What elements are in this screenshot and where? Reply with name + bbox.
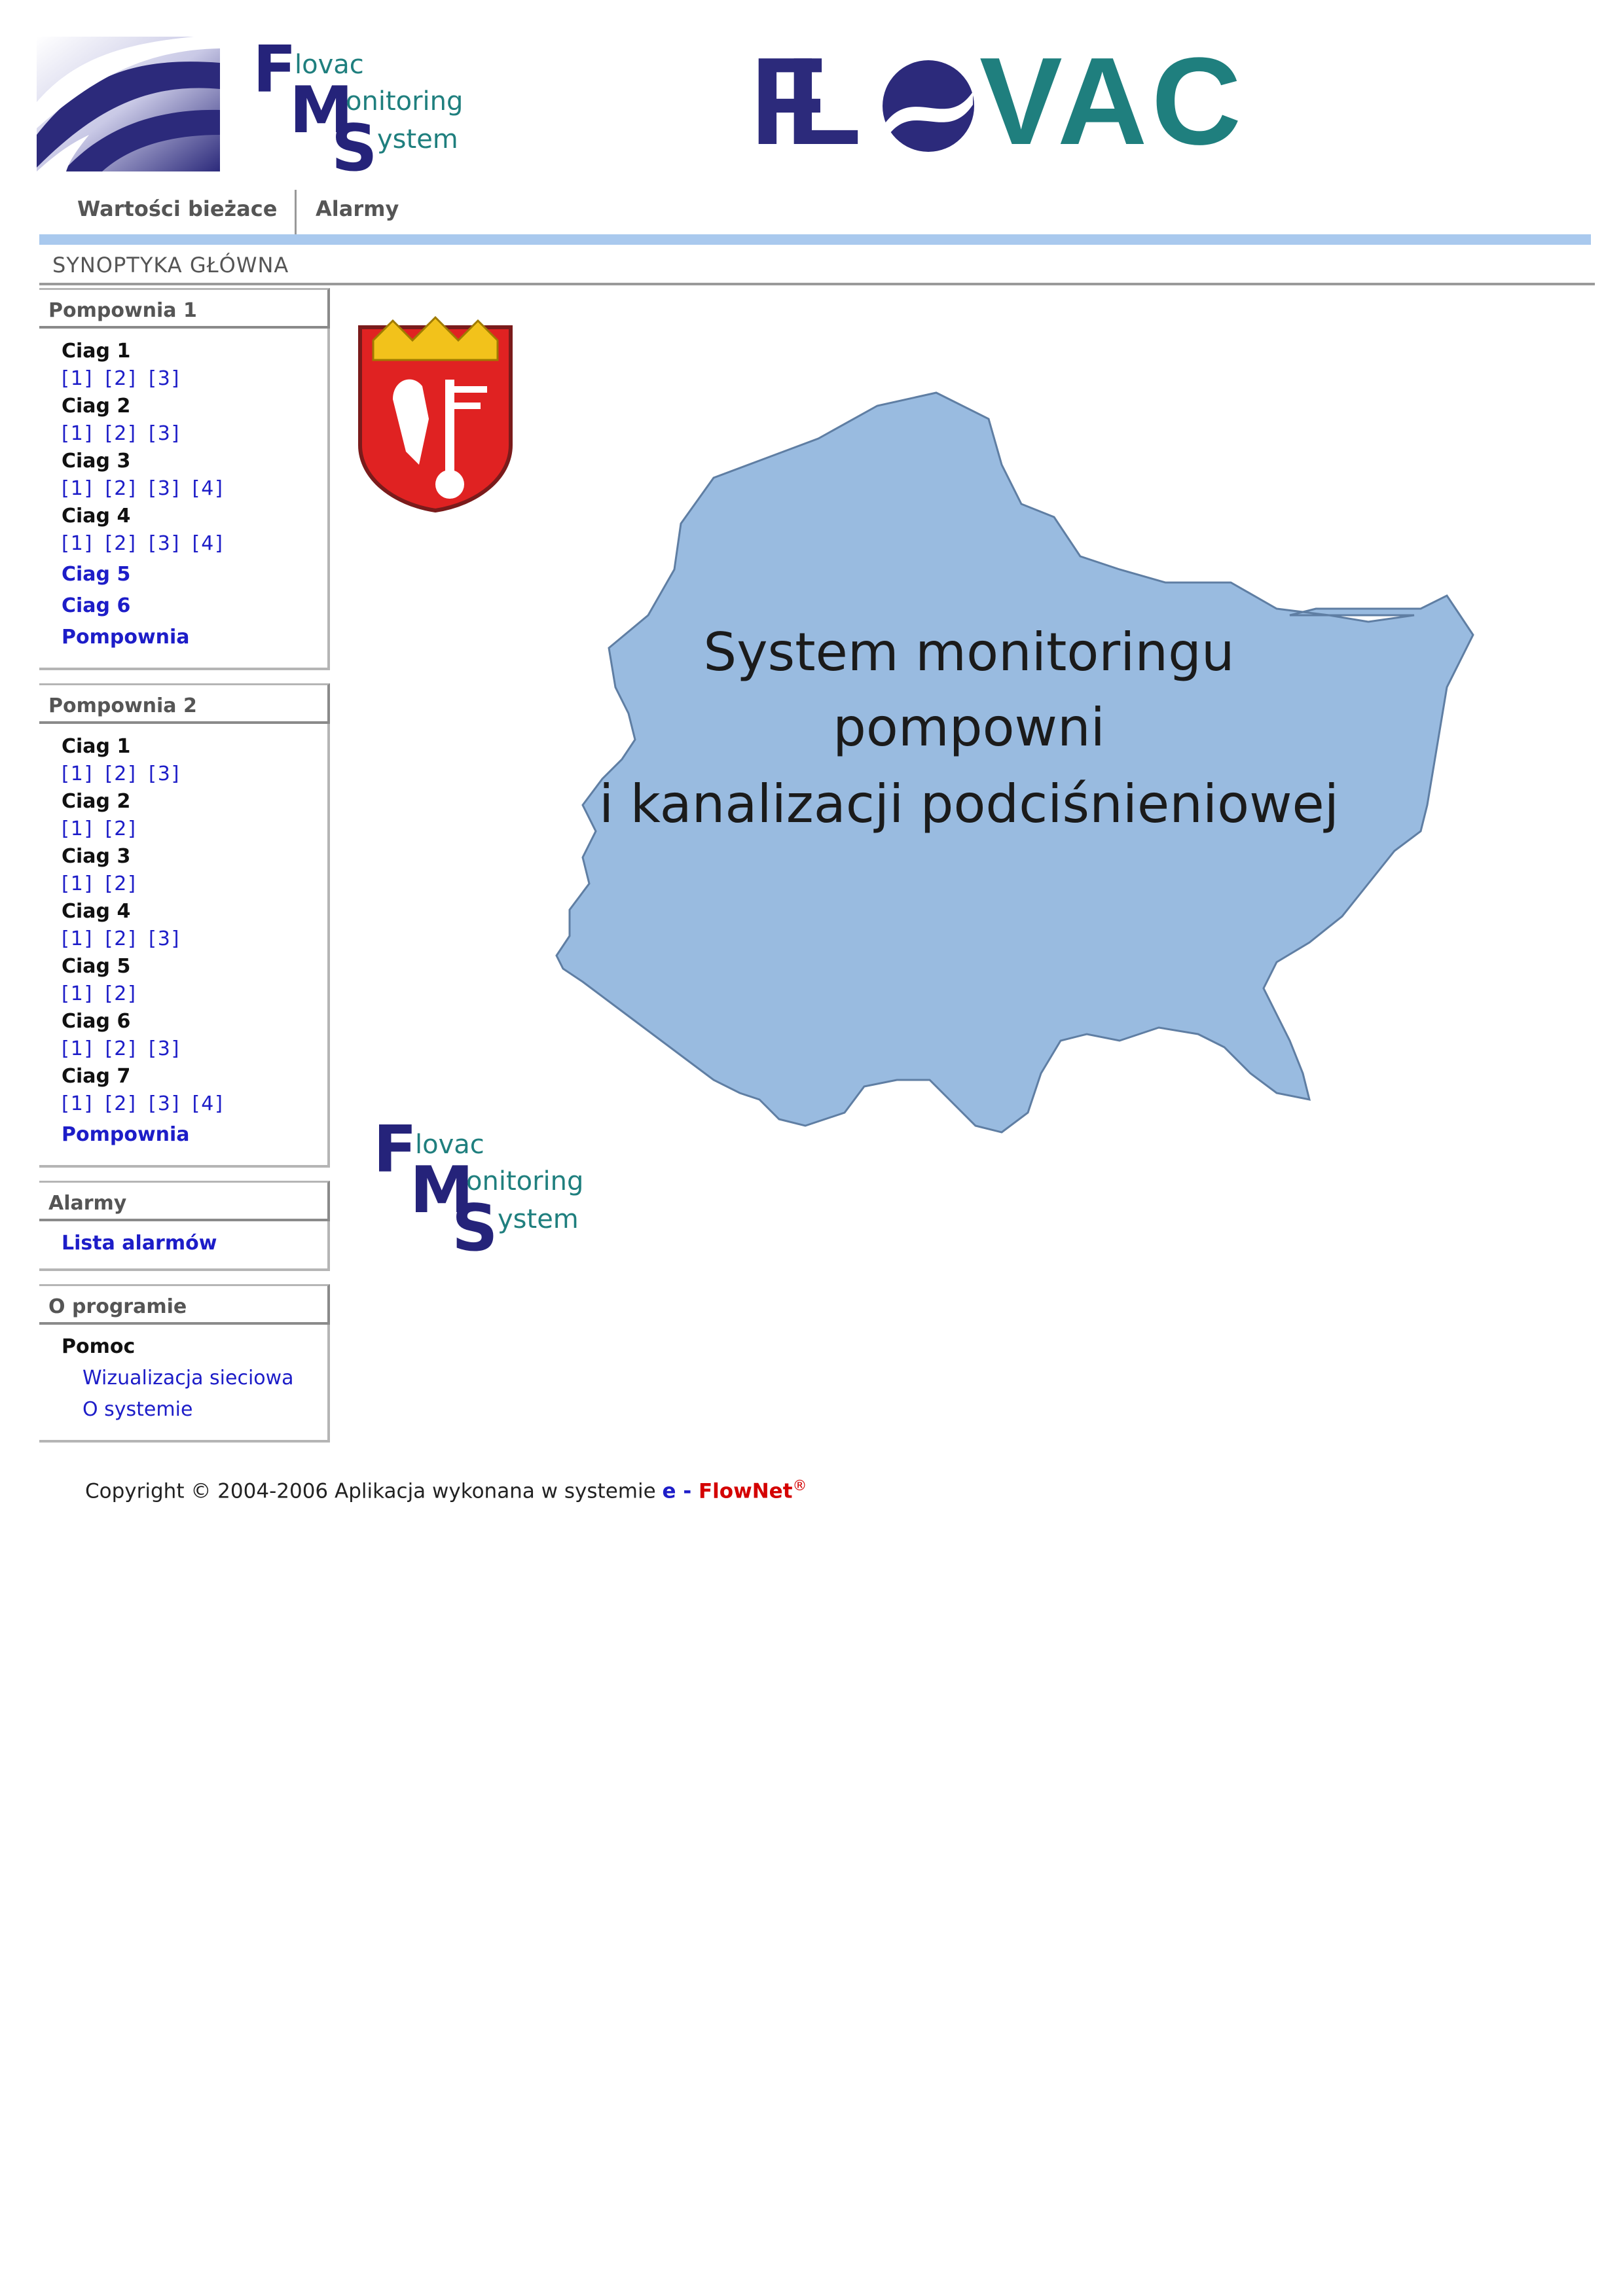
panel-alarmy bbox=[39, 1181, 330, 1271]
ciag-link[interactable]: [1] bbox=[62, 477, 94, 500]
ciag-links bbox=[62, 814, 327, 844]
ciag-label: Ciag 1 bbox=[62, 340, 131, 363]
fms-word-ystem: ystem bbox=[498, 1204, 579, 1234]
ciag-label: Ciag 3 bbox=[62, 450, 131, 473]
ciag-link[interactable]: [3] bbox=[149, 1037, 181, 1060]
panel-pompownia-2 bbox=[39, 683, 330, 1168]
panel-pompownia-1 bbox=[39, 288, 330, 670]
fms-letter-s: S bbox=[331, 111, 378, 186]
link-pompownia-2[interactable]: Pompownia bbox=[62, 1123, 190, 1146]
ciag-links bbox=[62, 1034, 327, 1064]
ciag-link[interactable]: [1] bbox=[62, 982, 94, 1005]
ciag-link[interactable]: [2] bbox=[105, 422, 137, 445]
ciag-links bbox=[62, 419, 327, 449]
ciag-link[interactable]: [3] bbox=[149, 532, 181, 555]
ciag-links bbox=[62, 529, 327, 559]
ciag-label: Ciag 2 bbox=[62, 790, 131, 813]
ciag-link[interactable]: [2] bbox=[105, 1037, 137, 1060]
ciag-link[interactable]: [3] bbox=[149, 927, 181, 950]
ciag-links bbox=[62, 364, 327, 394]
link-pompownia-1[interactable]: Pompownia bbox=[62, 626, 190, 649]
footer-dash: - bbox=[676, 1479, 699, 1503]
coat-of-arms-icon bbox=[360, 317, 511, 511]
ciag-link[interactable]: [1] bbox=[62, 1092, 94, 1115]
pomoc-label: Pomoc bbox=[62, 1335, 136, 1358]
link-ciag-5[interactable]: Ciag 5 bbox=[62, 563, 131, 586]
sidebar bbox=[39, 288, 330, 1456]
fms-letter-m: M bbox=[289, 73, 354, 148]
title-divider bbox=[39, 283, 1595, 285]
link-lista-alarmow[interactable]: Lista alarmów bbox=[62, 1232, 217, 1255]
footer bbox=[85, 1478, 807, 1503]
ciag-link[interactable]: [3] bbox=[149, 367, 181, 390]
ciag-link[interactable]: [3] bbox=[149, 1092, 181, 1115]
ciag-link[interactable]: [1] bbox=[62, 532, 94, 555]
map-title-line-2: pompowni bbox=[833, 697, 1105, 758]
ciag-link[interactable]: [1] bbox=[62, 762, 94, 785]
ciag-label: Ciag 4 bbox=[62, 900, 131, 923]
panel-title-pompownia-2: Pompownia 2 bbox=[39, 683, 330, 724]
tab-wartosci-biezace[interactable]: Wartości bieżace bbox=[77, 196, 278, 221]
ciag-link[interactable]: [2] bbox=[105, 872, 137, 895]
ciag-link[interactable]: [2] bbox=[105, 367, 137, 390]
fms-letter-m: M bbox=[410, 1153, 474, 1228]
ciag-link[interactable]: [3] bbox=[149, 762, 181, 785]
ciag-label: Ciag 2 bbox=[62, 395, 131, 418]
main-synoptic-image bbox=[347, 308, 1591, 1276]
footer-flownet: FlowNet bbox=[699, 1479, 793, 1503]
ciag-link[interactable]: [2] bbox=[105, 817, 137, 840]
ciag-label: Ciag 1 bbox=[62, 735, 131, 758]
fms-word-ystem: ystem bbox=[377, 124, 458, 154]
ciag-links bbox=[62, 759, 327, 789]
ciag-label: Ciag 4 bbox=[62, 505, 131, 528]
ciag-link[interactable]: [4] bbox=[192, 477, 224, 500]
fms-logo-main bbox=[373, 1113, 635, 1266]
ciag-label: Ciag 5 bbox=[62, 955, 131, 978]
region-map-shape bbox=[556, 393, 1473, 1132]
ciag-link[interactable]: [1] bbox=[62, 817, 94, 840]
flovac-brand-logo bbox=[750, 46, 1248, 164]
svg-text:FL: FL bbox=[750, 46, 862, 164]
fms-letter-f: F bbox=[253, 33, 297, 107]
ciag-link[interactable]: [1] bbox=[62, 367, 94, 390]
nav-divider bbox=[295, 190, 297, 234]
ciag-link[interactable]: [2] bbox=[105, 532, 137, 555]
registered-mark: ® bbox=[792, 1478, 807, 1494]
tab-alarmy[interactable]: Alarmy bbox=[316, 196, 399, 221]
ciag-link[interactable]: [2] bbox=[105, 477, 137, 500]
ciag-links bbox=[62, 1089, 327, 1119]
svg-text:VAC: VAC bbox=[979, 46, 1241, 164]
ciag-link[interactable]: [2] bbox=[105, 762, 137, 785]
link-ciag-6[interactable]: Ciag 6 bbox=[62, 594, 131, 617]
fms-word-lovac: lovac bbox=[295, 50, 364, 80]
panel-title-o-programie: O programie bbox=[39, 1284, 330, 1325]
ciag-link[interactable]: [2] bbox=[105, 927, 137, 950]
map-title-line-3: i kanalizacji podciśnieniowej bbox=[599, 774, 1339, 834]
top-nav bbox=[39, 190, 1591, 234]
ciag-link[interactable]: [2] bbox=[105, 982, 137, 1005]
ciag-label: Ciag 3 bbox=[62, 845, 131, 868]
ciag-links bbox=[62, 869, 327, 899]
ciag-link[interactable]: [4] bbox=[192, 532, 224, 555]
fms-letter-f: F bbox=[373, 1113, 417, 1187]
map-title-line-1: System monitoringu bbox=[703, 622, 1235, 683]
ciag-label: Ciag 7 bbox=[62, 1065, 131, 1088]
panel-title-alarmy: Alarmy bbox=[39, 1181, 330, 1221]
ciag-label: Ciag 6 bbox=[62, 1010, 131, 1033]
ciag-link[interactable]: [1] bbox=[62, 872, 94, 895]
ciag-link[interactable]: [3] bbox=[149, 477, 181, 500]
ciag-link[interactable]: [1] bbox=[62, 927, 94, 950]
fms-word-onitoring: onitoring bbox=[346, 86, 464, 117]
ciag-link[interactable]: [1] bbox=[62, 422, 94, 445]
ciag-links bbox=[62, 924, 327, 954]
nav-accent-bar bbox=[39, 234, 1591, 245]
fms-word-lovac: lovac bbox=[415, 1130, 484, 1160]
fms-letter-s: S bbox=[452, 1191, 498, 1266]
ciag-link[interactable]: [3] bbox=[149, 422, 181, 445]
link-o-systemie[interactable]: O systemie bbox=[82, 1398, 193, 1421]
copyright-text: Copyright © 2004-2006 Aplikacja wykonana w systemie bbox=[85, 1479, 663, 1503]
ciag-links bbox=[62, 474, 327, 504]
ciag-link[interactable]: [2] bbox=[105, 1092, 137, 1115]
fms-word-onitoring: onitoring bbox=[466, 1166, 584, 1196]
header bbox=[37, 33, 1595, 186]
panel-o-programie bbox=[39, 1284, 330, 1443]
page-title: SYNOPTYKA GŁÓWNA bbox=[52, 253, 289, 278]
ciag-link[interactable]: [4] bbox=[192, 1092, 224, 1115]
link-wizualizacja-sieciowa[interactable]: Wizualizacja sieciowa bbox=[82, 1367, 294, 1390]
swoosh-logo bbox=[37, 37, 220, 171]
panel-title-pompownia-1: Pompownia 1 bbox=[39, 288, 330, 329]
ciag-links bbox=[62, 979, 327, 1009]
ciag-link[interactable]: [1] bbox=[62, 1037, 94, 1060]
footer-e: e bbox=[662, 1479, 676, 1503]
fms-logo bbox=[253, 33, 547, 186]
